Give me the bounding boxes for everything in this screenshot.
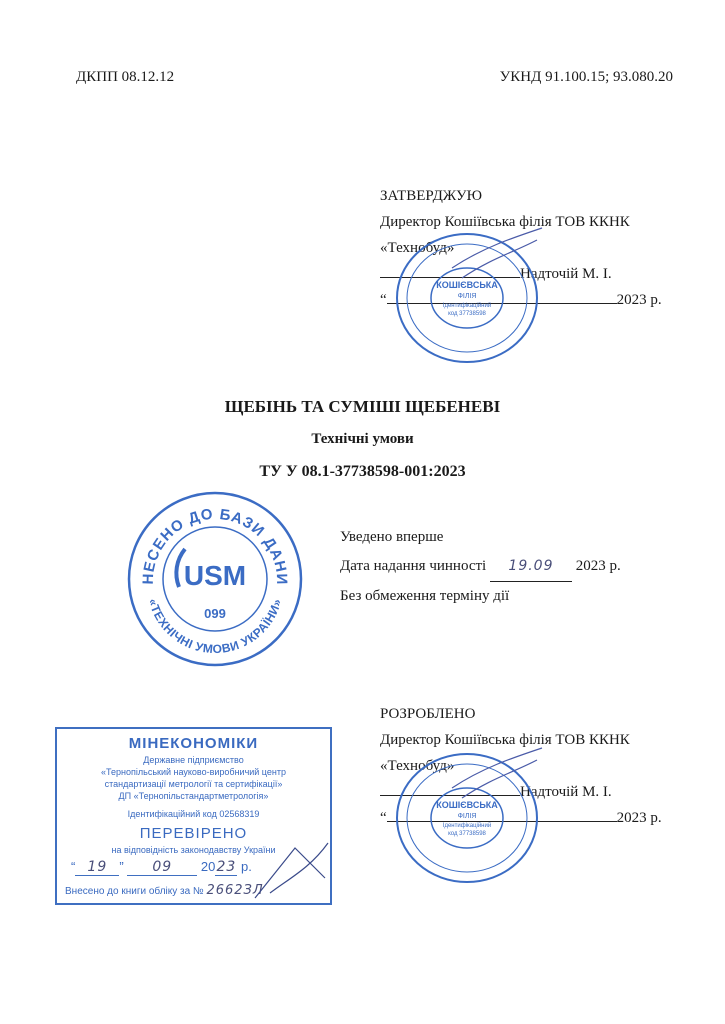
stamp-id-code: Ідентифікаційний код 02568319 — [127, 809, 260, 819]
usm-stamp — [119, 476, 305, 669]
company-round-stamp-top — [392, 228, 542, 368]
signature-scribble — [452, 228, 542, 278]
document-code: ТУ У 08.1-37738598-001:2023 — [259, 463, 466, 480]
document-title: ЩЕБІНЬ ТА СУМІШІ ЩЕБЕНЕВІ — [224, 397, 501, 416]
approval-signatory: Надточій М. І. — [520, 266, 612, 282]
usm-number: 099 — [204, 606, 226, 621]
stamp-register-row — [65, 883, 264, 898]
effective-date-value: 19.09 — [490, 552, 572, 582]
stamp-day: 19 — [75, 859, 119, 876]
intro-first-edition: Уведено вперше — [340, 529, 444, 545]
round-stamp-title: КОШІЄВСЬКА — [436, 280, 498, 290]
round-stamp-id-label: Ідентифікаційний — [442, 303, 492, 309]
stamp-center-line2: стандартизації метрології та сертифікації» — [104, 779, 283, 789]
uknd-code: УКНД 91.100.15; 93.080.20 — [499, 69, 673, 85]
stamp-center-line1: «Тернопільський науково-виробничий центр — [101, 767, 286, 777]
stamp-year-suffix: 23 — [216, 859, 237, 875]
approval-position: Директор Кошіївська філія ТОВ ККНК — [380, 214, 630, 230]
developed-company: «Технобуд» — [380, 758, 455, 774]
stamp-checked: ПЕРЕВІРЕНО — [139, 825, 248, 842]
stamp-ministry: МІНЕКОНОМІКИ — [128, 735, 259, 752]
usm-logo: USM — [183, 560, 247, 591]
stamp-register-label: Внесено до книги обліку за № — [65, 886, 204, 897]
developed-year: 2023 р. — [616, 810, 662, 826]
approval-quote-mark: “ — [380, 292, 387, 308]
signature-scribble — [452, 748, 542, 798]
developed-heading: РОЗРОБЛЕНО — [380, 706, 476, 722]
intro-effective-date — [340, 552, 621, 582]
round-stamp-subtitle: ФІЛІЯ — [457, 293, 477, 300]
developed-quote-mark: “ — [380, 810, 387, 826]
document-subtitle: Технічні умови — [311, 431, 414, 447]
usm-top-arc-text: ВНЕСЕНО ДО БАЗИ ДАНИХ — [119, 476, 291, 586]
stamp-year-unit: р. — [241, 859, 252, 874]
developed-position: Директор Кошіївська філія ТОВ ККНК — [380, 732, 630, 748]
stamp-register-no: 2662ЗЛ — [206, 883, 264, 898]
stamp-month: 09 — [127, 859, 197, 876]
effective-date-label: Дата надання чинності — [340, 558, 487, 574]
developed-signatory: Надточій М. І. — [520, 784, 612, 800]
registration-signature — [250, 838, 330, 908]
dkpp-code: ДКПП 08.12.12 — [76, 69, 175, 85]
stamp-enterprise-type: Державне підприємство — [143, 755, 244, 765]
round-stamp-id-code: код 37738598 — [448, 311, 486, 317]
stamp-year-prefix: 20 — [200, 859, 216, 874]
approval-heading: ЗАТВЕРДЖУЮ — [380, 188, 483, 204]
stamp-compliance: на відповідність законодавству України — [111, 845, 276, 855]
usm-bottom-arc-text: «ТЕХНІЧНІ УМОВИ УКРАЇНИ» — [145, 596, 285, 657]
approval-year: 2023 р. — [616, 292, 662, 308]
round-stamp-id-label: Ідентифікаційний — [442, 823, 492, 829]
round-stamp-subtitle: ФІЛІЯ — [457, 813, 477, 820]
approval-company: «Технобуд» — [380, 240, 455, 256]
intro-no-term-limit: Без обмеження терміну дії — [340, 588, 510, 604]
effective-date-year: 2023 р. — [575, 558, 621, 574]
company-round-stamp-bottom — [392, 748, 542, 888]
intro-block — [340, 523, 621, 611]
round-stamp-title: КОШІЄВСЬКА — [436, 800, 498, 810]
stamp-short-name: ДП «Тернопільстандартметрологія» — [118, 791, 269, 801]
stamp-date-row: “ 19 ” 09 2023 р. — [71, 859, 252, 875]
round-stamp-id-code: код 37738598 — [448, 831, 486, 837]
